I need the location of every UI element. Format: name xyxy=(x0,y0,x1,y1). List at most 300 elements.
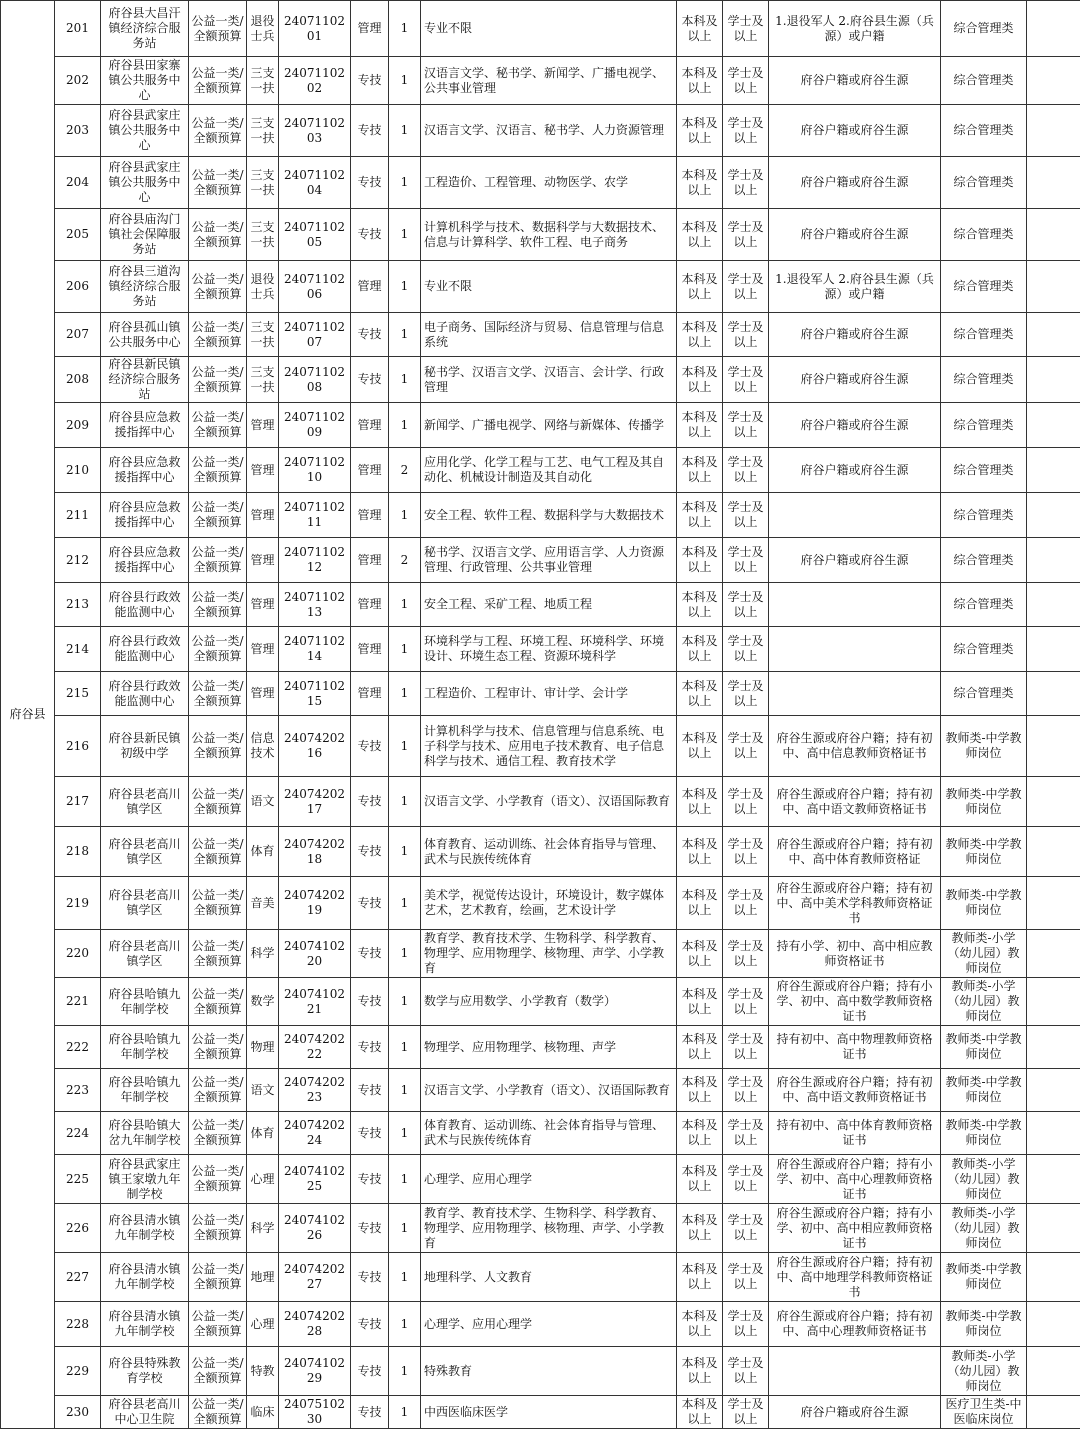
hire-count: 1 xyxy=(389,1396,421,1429)
hire-count: 2 xyxy=(389,538,421,583)
other-requirement: 1.退役军人 2.府谷县生源（兵源）或户籍 xyxy=(769,1,941,57)
post-category: 专技 xyxy=(351,1069,389,1112)
other-requirement: 持有小学、初中、高中相应教师资格证书 xyxy=(769,930,941,978)
unit-name: 府谷县武家庄镇公共服务中心 xyxy=(101,157,189,209)
hire-count: 1 xyxy=(389,493,421,538)
row-number: 216 xyxy=(55,716,101,777)
exam-category: 教师类-中学教师岗位 xyxy=(941,1069,1027,1112)
degree-requirement: 学士及以上 xyxy=(723,1302,769,1347)
exam-category: 教师类-中学教师岗位 xyxy=(941,1112,1027,1155)
post-code: 2407420224 xyxy=(279,1112,351,1155)
other-requirement: 府谷生源或府谷户籍；持有小学、初中、高中数学教师资格证书 xyxy=(769,978,941,1026)
hire-count: 1 xyxy=(389,57,421,105)
unit-name: 府谷县行政效能监测中心 xyxy=(101,627,189,672)
unit-name: 府谷县老高川中心卫生院 xyxy=(101,1396,189,1429)
education-requirement: 本科及以上 xyxy=(677,930,723,978)
post-category: 专技 xyxy=(351,1347,389,1396)
post-code: 2407410226 xyxy=(279,1204,351,1253)
education-requirement: 本科及以上 xyxy=(677,209,723,261)
major-requirement: 教育学、教育技术学、生物科学、科学教育、物理学、应用物理学、核物理、声学、小学教育 xyxy=(421,1204,677,1253)
unit-nature: 公益一类/全额预算 xyxy=(189,1155,247,1204)
exam-category: 教师类-小学（幼儿园）教师岗位 xyxy=(941,1204,1027,1253)
education-requirement: 本科及以上 xyxy=(677,448,723,493)
degree-requirement: 学士及以上 xyxy=(723,1026,769,1069)
post-category: 管理 xyxy=(351,261,389,313)
other-requirement: 府谷生源或府谷户籍；持有小学、初中、高中相应教师资格证书 xyxy=(769,1204,941,1253)
row-number: 205 xyxy=(55,209,101,261)
post-category: 专技 xyxy=(351,1204,389,1253)
education-requirement: 本科及以上 xyxy=(677,538,723,583)
post-category: 专技 xyxy=(351,1026,389,1069)
row-number: 220 xyxy=(55,930,101,978)
county-cell: 府谷县 xyxy=(1,1,55,1429)
exam-category: 综合管理类 xyxy=(941,57,1027,105)
hire-count: 1 xyxy=(389,672,421,716)
hire-count: 1 xyxy=(389,1253,421,1302)
exam-category: 综合管理类 xyxy=(941,357,1027,403)
post-code: 2407420219 xyxy=(279,877,351,930)
exam-category: 综合管理类 xyxy=(941,1,1027,57)
post-category: 专技 xyxy=(351,209,389,261)
post-type: 信息技术 xyxy=(247,716,279,777)
post-category: 管理 xyxy=(351,493,389,538)
education-requirement: 本科及以上 xyxy=(677,777,723,827)
unit-nature: 公益一类/全额预算 xyxy=(189,538,247,583)
post-category: 专技 xyxy=(351,357,389,403)
table-row xyxy=(1,1155,1080,1204)
other-requirement: 府谷户籍或府谷生源 xyxy=(769,157,941,209)
post-category: 专技 xyxy=(351,313,389,357)
degree-requirement: 学士及以上 xyxy=(723,261,769,313)
post-type: 物理 xyxy=(247,1026,279,1069)
post-code: 2407110206 xyxy=(279,261,351,313)
unit-nature: 公益一类/全额预算 xyxy=(189,357,247,403)
education-requirement: 本科及以上 xyxy=(677,1155,723,1204)
post-type: 三支一扶 xyxy=(247,157,279,209)
major-requirement: 新闻学、广播电视学、网络与新媒体、传播学 xyxy=(421,403,677,448)
unit-nature: 公益一类/全额预算 xyxy=(189,583,247,627)
degree-requirement: 学士及以上 xyxy=(723,978,769,1026)
unit-name: 府谷县老高川镇学区 xyxy=(101,777,189,827)
unit-name: 府谷县新民镇经济综合服务站 xyxy=(101,357,189,403)
degree-requirement: 学士及以上 xyxy=(723,105,769,157)
row-number: 226 xyxy=(55,1204,101,1253)
unit-nature: 公益一类/全额预算 xyxy=(189,1302,247,1347)
unit-nature: 公益一类/全额预算 xyxy=(189,627,247,672)
row-number: 207 xyxy=(55,313,101,357)
exam-category: 教师类-中学教师岗位 xyxy=(941,877,1027,930)
unit-name: 府谷县清水镇九年制学校 xyxy=(101,1302,189,1347)
post-category: 专技 xyxy=(351,877,389,930)
education-requirement: 本科及以上 xyxy=(677,261,723,313)
other-requirement: 府谷生源或府谷户籍；持有初中、高中心理教师资格证书 xyxy=(769,1302,941,1347)
post-type: 临床 xyxy=(247,1396,279,1429)
exam-category: 教师类-中学教师岗位 xyxy=(941,716,1027,777)
major-requirement: 体育教育、运动训练、社会体育指导与管理、武术与民族传统体育 xyxy=(421,827,677,877)
row-number: 212 xyxy=(55,538,101,583)
other-requirement: 府谷生源或府谷户籍；持有初中、高中信息教师资格证书 xyxy=(769,716,941,777)
education-requirement: 本科及以上 xyxy=(677,1253,723,1302)
post-type: 三支一扶 xyxy=(247,57,279,105)
trailing-cell xyxy=(1027,209,1080,261)
hire-count: 1 xyxy=(389,1069,421,1112)
unit-nature: 公益一类/全额预算 xyxy=(189,1396,247,1429)
unit-nature: 公益一类/全额预算 xyxy=(189,105,247,157)
unit-nature: 公益一类/全额预算 xyxy=(189,1,247,57)
table-row xyxy=(1,930,1080,978)
exam-category: 教师类-中学教师岗位 xyxy=(941,1026,1027,1069)
trailing-cell xyxy=(1027,1347,1080,1396)
exam-category: 医疗卫生类-中医临床岗位 xyxy=(941,1396,1027,1429)
row-number: 215 xyxy=(55,672,101,716)
exam-category: 综合管理类 xyxy=(941,209,1027,261)
trailing-cell xyxy=(1027,448,1080,493)
unit-name: 府谷县应急救援指挥中心 xyxy=(101,493,189,538)
major-requirement: 安全工程、软件工程、数据科学与大数据技术 xyxy=(421,493,677,538)
row-number: 211 xyxy=(55,493,101,538)
education-requirement: 本科及以上 xyxy=(677,627,723,672)
other-requirement: 府谷户籍或府谷生源 xyxy=(769,403,941,448)
table-row xyxy=(1,105,1080,157)
other-requirement: 持有初中、高中物理教师资格证书 xyxy=(769,1026,941,1069)
trailing-cell xyxy=(1027,357,1080,403)
table-row xyxy=(1,978,1080,1026)
education-requirement: 本科及以上 xyxy=(677,403,723,448)
trailing-cell xyxy=(1027,57,1080,105)
post-code: 2407110212 xyxy=(279,538,351,583)
education-requirement: 本科及以上 xyxy=(677,1204,723,1253)
row-number: 229 xyxy=(55,1347,101,1396)
trailing-cell xyxy=(1027,1253,1080,1302)
hire-count: 1 xyxy=(389,1155,421,1204)
table-row xyxy=(1,1,1080,57)
unit-name: 府谷县应急救援指挥中心 xyxy=(101,403,189,448)
post-type: 特教 xyxy=(247,1347,279,1396)
unit-nature: 公益一类/全额预算 xyxy=(189,448,247,493)
trailing-cell xyxy=(1027,1026,1080,1069)
exam-category: 教师类-中学教师岗位 xyxy=(941,777,1027,827)
post-category: 专技 xyxy=(351,1112,389,1155)
education-requirement: 本科及以上 xyxy=(677,1,723,57)
major-requirement: 汉语言文学、小学教育（语文）、汉语国际教育 xyxy=(421,777,677,827)
row-number: 227 xyxy=(55,1253,101,1302)
degree-requirement: 学士及以上 xyxy=(723,672,769,716)
table-row xyxy=(1,716,1080,777)
education-requirement: 本科及以上 xyxy=(677,716,723,777)
major-requirement: 中西医临床医学 xyxy=(421,1396,677,1429)
post-type: 管理 xyxy=(247,627,279,672)
post-category: 专技 xyxy=(351,105,389,157)
hire-count: 1 xyxy=(389,583,421,627)
unit-nature: 公益一类/全额预算 xyxy=(189,261,247,313)
row-number: 201 xyxy=(55,1,101,57)
table-row xyxy=(1,1112,1080,1155)
hire-count: 1 xyxy=(389,827,421,877)
exam-category: 综合管理类 xyxy=(941,627,1027,672)
other-requirement: 府谷户籍或府谷生源 xyxy=(769,448,941,493)
post-type: 音美 xyxy=(247,877,279,930)
table-row xyxy=(1,538,1080,583)
other-requirement: 府谷户籍或府谷生源 xyxy=(769,209,941,261)
unit-name: 府谷县武家庄镇王家墩九年制学校 xyxy=(101,1155,189,1204)
post-code: 2407110202 xyxy=(279,57,351,105)
post-category: 专技 xyxy=(351,1155,389,1204)
row-number: 228 xyxy=(55,1302,101,1347)
table-row xyxy=(1,403,1080,448)
unit-name: 府谷县特殊教育学校 xyxy=(101,1347,189,1396)
hire-count: 1 xyxy=(389,716,421,777)
post-code: 2407410225 xyxy=(279,1155,351,1204)
trailing-cell xyxy=(1027,583,1080,627)
unit-name: 府谷县老高川镇学区 xyxy=(101,877,189,930)
hire-count: 1 xyxy=(389,1,421,57)
post-type: 管理 xyxy=(247,493,279,538)
row-number: 218 xyxy=(55,827,101,877)
other-requirement xyxy=(769,627,941,672)
post-type: 语文 xyxy=(247,1069,279,1112)
education-requirement: 本科及以上 xyxy=(677,1302,723,1347)
post-type: 三支一扶 xyxy=(247,313,279,357)
row-number: 209 xyxy=(55,403,101,448)
unit-nature: 公益一类/全额预算 xyxy=(189,672,247,716)
trailing-cell xyxy=(1027,538,1080,583)
other-requirement: 府谷户籍或府谷生源 xyxy=(769,105,941,157)
major-requirement: 心理学、应用心理学 xyxy=(421,1155,677,1204)
row-number: 225 xyxy=(55,1155,101,1204)
exam-category: 综合管理类 xyxy=(941,403,1027,448)
trailing-cell xyxy=(1027,978,1080,1026)
table-row xyxy=(1,448,1080,493)
unit-name: 府谷县清水镇九年制学校 xyxy=(101,1204,189,1253)
post-code: 2407410220 xyxy=(279,930,351,978)
other-requirement: 府谷户籍或府谷生源 xyxy=(769,538,941,583)
exam-category: 综合管理类 xyxy=(941,538,1027,583)
other-requirement: 府谷生源或府谷户籍；持有初中、高中体育教师资格证 xyxy=(769,827,941,877)
degree-requirement: 学士及以上 xyxy=(723,448,769,493)
unit-name: 府谷县三道沟镇经济综合服务站 xyxy=(101,261,189,313)
unit-name: 府谷县行政效能监测中心 xyxy=(101,583,189,627)
post-code: 2407420227 xyxy=(279,1253,351,1302)
other-requirement: 府谷户籍或府谷生源 xyxy=(769,357,941,403)
major-requirement: 体育教育、运动训练、社会体育指导与管理、武术与民族传统体育 xyxy=(421,1112,677,1155)
table-row xyxy=(1,1069,1080,1112)
post-category: 专技 xyxy=(351,827,389,877)
post-category: 专技 xyxy=(351,716,389,777)
unit-name: 府谷县哈镇九年制学校 xyxy=(101,978,189,1026)
unit-name: 府谷县哈镇大岔九年制学校 xyxy=(101,1112,189,1155)
post-type: 管理 xyxy=(247,448,279,493)
exam-category: 综合管理类 xyxy=(941,157,1027,209)
row-number: 204 xyxy=(55,157,101,209)
degree-requirement: 学士及以上 xyxy=(723,1,769,57)
exam-category: 教师类-小学（幼儿园）教师岗位 xyxy=(941,978,1027,1026)
major-requirement: 特殊教育 xyxy=(421,1347,677,1396)
trailing-cell xyxy=(1027,1,1080,57)
unit-name: 府谷县孤山镇公共服务中心 xyxy=(101,313,189,357)
post-type: 管理 xyxy=(247,538,279,583)
unit-name: 府谷县庙沟门镇社会保障服务站 xyxy=(101,209,189,261)
trailing-cell xyxy=(1027,261,1080,313)
post-code: 2407110203 xyxy=(279,105,351,157)
row-number: 230 xyxy=(55,1396,101,1429)
unit-nature: 公益一类/全额预算 xyxy=(189,313,247,357)
post-category: 专技 xyxy=(351,57,389,105)
degree-requirement: 学士及以上 xyxy=(723,357,769,403)
major-requirement: 物理学、应用物理学、核物理、声学 xyxy=(421,1026,677,1069)
hire-count: 1 xyxy=(389,357,421,403)
other-requirement: 1.退役军人 2.府谷县生源（兵源）或户籍 xyxy=(769,261,941,313)
post-category: 专技 xyxy=(351,930,389,978)
unit-name: 府谷县田家寨镇公共服务中心 xyxy=(101,57,189,105)
post-code: 2407110207 xyxy=(279,313,351,357)
trailing-cell xyxy=(1027,627,1080,672)
row-number: 222 xyxy=(55,1026,101,1069)
major-requirement: 安全工程、采矿工程、地质工程 xyxy=(421,583,677,627)
trailing-cell xyxy=(1027,105,1080,157)
hire-count: 1 xyxy=(389,627,421,672)
major-requirement: 电子商务、国际经济与贸易、信息管理与信息系统 xyxy=(421,313,677,357)
degree-requirement: 学士及以上 xyxy=(723,583,769,627)
unit-nature: 公益一类/全额预算 xyxy=(189,493,247,538)
post-type: 体育 xyxy=(247,827,279,877)
major-requirement: 计算机科学与技术、数据科学与大数据技术、信息与计算科学、软件工程、电子商务 xyxy=(421,209,677,261)
row-number: 214 xyxy=(55,627,101,672)
row-number: 224 xyxy=(55,1112,101,1155)
post-category: 管理 xyxy=(351,448,389,493)
major-requirement: 美术学，视觉传达设计，环境设计，数字媒体艺术，艺术教育，绘画，艺术设计学 xyxy=(421,877,677,930)
education-requirement: 本科及以上 xyxy=(677,1112,723,1155)
post-category: 专技 xyxy=(351,1302,389,1347)
education-requirement: 本科及以上 xyxy=(677,1069,723,1112)
table-row xyxy=(1,1347,1080,1396)
post-category: 管理 xyxy=(351,403,389,448)
table-row xyxy=(1,357,1080,403)
unit-nature: 公益一类/全额预算 xyxy=(189,827,247,877)
hire-count: 1 xyxy=(389,1026,421,1069)
post-type: 科学 xyxy=(247,930,279,978)
post-code: 2407110209 xyxy=(279,403,351,448)
post-category: 管理 xyxy=(351,538,389,583)
hire-count: 1 xyxy=(389,877,421,930)
education-requirement: 本科及以上 xyxy=(677,1347,723,1396)
unit-nature: 公益一类/全额预算 xyxy=(189,777,247,827)
education-requirement: 本科及以上 xyxy=(677,1026,723,1069)
education-requirement: 本科及以上 xyxy=(677,583,723,627)
post-code: 2407420222 xyxy=(279,1026,351,1069)
other-requirement: 府谷户籍或府谷生源 xyxy=(769,57,941,105)
education-requirement: 本科及以上 xyxy=(677,877,723,930)
row-number: 210 xyxy=(55,448,101,493)
row-number: 217 xyxy=(55,777,101,827)
post-category: 专技 xyxy=(351,777,389,827)
hire-count: 1 xyxy=(389,157,421,209)
hire-count: 1 xyxy=(389,105,421,157)
post-code: 2407110214 xyxy=(279,627,351,672)
education-requirement: 本科及以上 xyxy=(677,313,723,357)
unit-name: 府谷县新民镇初级中学 xyxy=(101,716,189,777)
hire-count: 1 xyxy=(389,1302,421,1347)
row-number: 203 xyxy=(55,105,101,157)
post-code: 2407110215 xyxy=(279,672,351,716)
other-requirement xyxy=(769,1347,941,1396)
post-code: 2407410229 xyxy=(279,1347,351,1396)
education-requirement: 本科及以上 xyxy=(677,157,723,209)
major-requirement: 数学与应用数学、小学教育（数学） xyxy=(421,978,677,1026)
hire-count: 1 xyxy=(389,777,421,827)
unit-name: 府谷县老高川镇学区 xyxy=(101,827,189,877)
major-requirement: 工程造价、工程管理、动物医学、农学 xyxy=(421,157,677,209)
education-requirement: 本科及以上 xyxy=(677,357,723,403)
degree-requirement: 学士及以上 xyxy=(723,57,769,105)
trailing-cell xyxy=(1027,1204,1080,1253)
post-type: 退役士兵 xyxy=(247,1,279,57)
degree-requirement: 学士及以上 xyxy=(723,1069,769,1112)
unit-nature: 公益一类/全额预算 xyxy=(189,716,247,777)
table-row xyxy=(1,1204,1080,1253)
exam-category: 教师类-小学（幼儿园）教师岗位 xyxy=(941,1347,1027,1396)
major-requirement: 环境科学与工程、环境工程、环境科学、环境设计、环境生态工程、资源环境科学 xyxy=(421,627,677,672)
degree-requirement: 学士及以上 xyxy=(723,1204,769,1253)
exam-category: 综合管理类 xyxy=(941,105,1027,157)
row-number: 206 xyxy=(55,261,101,313)
post-code: 2407110211 xyxy=(279,493,351,538)
trailing-cell xyxy=(1027,672,1080,716)
unit-nature: 公益一类/全额预算 xyxy=(189,1204,247,1253)
education-requirement: 本科及以上 xyxy=(677,105,723,157)
other-requirement: 府谷户籍或府谷生源 xyxy=(769,1396,941,1429)
table-row xyxy=(1,261,1080,313)
table-row xyxy=(1,1253,1080,1302)
other-requirement: 府谷生源或府谷户籍；持有小学、初中、高中心理教师资格证书 xyxy=(769,1155,941,1204)
post-category: 专技 xyxy=(351,1396,389,1429)
trailing-cell xyxy=(1027,157,1080,209)
unit-name: 府谷县行政效能监测中心 xyxy=(101,672,189,716)
other-requirement xyxy=(769,583,941,627)
education-requirement: 本科及以上 xyxy=(677,493,723,538)
degree-requirement: 学士及以上 xyxy=(723,209,769,261)
post-code: 2407420228 xyxy=(279,1302,351,1347)
degree-requirement: 学士及以上 xyxy=(723,403,769,448)
major-requirement: 汉语言文学、汉语言、秘书学、人力资源管理 xyxy=(421,105,677,157)
post-category: 管理 xyxy=(351,1,389,57)
degree-requirement: 学士及以上 xyxy=(723,877,769,930)
trailing-cell xyxy=(1027,1302,1080,1347)
education-requirement: 本科及以上 xyxy=(677,1396,723,1429)
exam-category: 综合管理类 xyxy=(941,448,1027,493)
unit-nature: 公益一类/全额预算 xyxy=(189,1069,247,1112)
unit-name: 府谷县武家庄镇公共服务中心 xyxy=(101,105,189,157)
hire-count: 1 xyxy=(389,1347,421,1396)
degree-requirement: 学士及以上 xyxy=(723,716,769,777)
degree-requirement: 学士及以上 xyxy=(723,827,769,877)
other-requirement: 府谷生源或府谷户籍；持有初中、高中语文教师资格证书 xyxy=(769,777,941,827)
hire-count: 1 xyxy=(389,930,421,978)
degree-requirement: 学士及以上 xyxy=(723,1347,769,1396)
post-category: 专技 xyxy=(351,157,389,209)
post-type: 三支一扶 xyxy=(247,209,279,261)
major-requirement: 心理学、应用心理学 xyxy=(421,1302,677,1347)
unit-nature: 公益一类/全额预算 xyxy=(189,978,247,1026)
trailing-cell xyxy=(1027,1155,1080,1204)
post-category: 管理 xyxy=(351,672,389,716)
major-requirement: 专业不限 xyxy=(421,261,677,313)
post-code: 2407420218 xyxy=(279,827,351,877)
major-requirement: 教育学、教育技术学、生物科学、科学教育、物理学、应用物理学、核物理、声学、小学教育 xyxy=(421,930,677,978)
major-requirement: 汉语言文学、小学教育（语文）、汉语国际教育 xyxy=(421,1069,677,1112)
education-requirement: 本科及以上 xyxy=(677,827,723,877)
post-type: 心理 xyxy=(247,1302,279,1347)
degree-requirement: 学士及以上 xyxy=(723,538,769,583)
